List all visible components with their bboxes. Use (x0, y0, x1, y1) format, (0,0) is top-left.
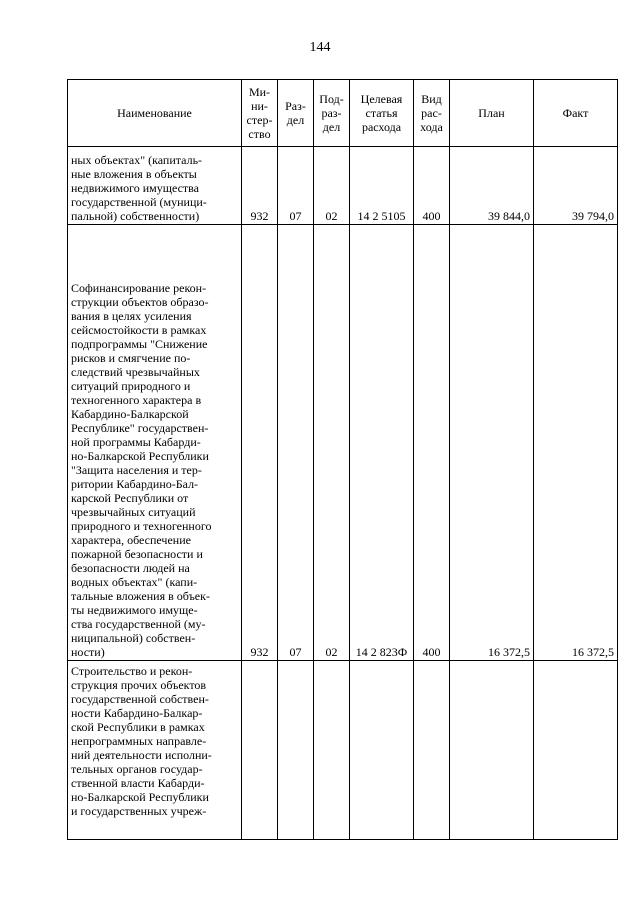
row-expense-type-cell: 400 (414, 147, 450, 225)
header-target-article: Целевая статья расхода (350, 80, 414, 147)
row-ministry-cell (242, 661, 278, 840)
table-row (68, 661, 618, 840)
row-subsection-cell (314, 661, 350, 840)
table-row (68, 225, 618, 661)
row-fact-cell (534, 661, 618, 840)
row-fact-cell: 16 372,5 (534, 225, 618, 661)
row-name-cell: Строительство и рекон- струкция прочих объектов государственной собствен- ности Кабардино-Балкар- ской Республики в рамках непрограммных направле- ний деятельности исполни- тельных органов государ- ственной власти Кабарди- но-Балкарской Республики и государственных учреж- (68, 661, 242, 840)
row-name-cell: ных объектах" (капиталь- ные вложения в объекты недвижимого имущества государственной (муници- пальной) собственности) (68, 147, 242, 225)
row-section-cell: 07 (278, 147, 314, 225)
header-expense-type: Вид рас- хода (414, 80, 450, 147)
page-number: 144 (309, 40, 331, 55)
row-ministry-cell: 932 (242, 225, 278, 661)
row-target-article-cell: 14 2 5105 (350, 147, 414, 225)
table-header-row (68, 80, 618, 147)
row-plan-cell (450, 661, 534, 840)
row-expense-type-cell: 400 (414, 225, 450, 661)
row-subsection-cell: 02 (314, 225, 350, 661)
row-expense-type-cell (414, 661, 450, 840)
row-name-cell: Софинансирование рекон- струкции объектов образо- вания в целях усиления сейсмостойкости в рамках подпрограммы "Снижение рисков и смягчение по- следствий чрезвычайных ситуаций природного и техногенного характера в Кабардино-Балкарской Республике" государствен- ной программы Кабарди- но-Балкарской Республики "Защита населения и тер- ритории Кабардино-Бал- карской Республики от чрезвычайных ситуаций природного и техногенного характера, обеспечение пожарной безопасности и безопасности людей на водных объектах" (капи- тальные вложения в объек- ты недвижимого имуще- ства государственной (му- ниципальной) собствен- ности) (68, 225, 242, 661)
header-plan: План (450, 80, 534, 147)
budget-table (67, 79, 618, 840)
header-subsection: Под- раз- дел (314, 80, 350, 147)
row-ministry-cell: 932 (242, 147, 278, 225)
row-fact-cell: 39 794,0 (534, 147, 618, 225)
row-target-article-cell: 14 2 823Ф (350, 225, 414, 661)
header-name: Наименование (68, 80, 242, 147)
header-section: Раз- дел (278, 80, 314, 147)
header-ministry: Ми- ни- стер- ство (242, 80, 278, 147)
row-subsection-cell: 02 (314, 147, 350, 225)
row-plan-cell: 16 372,5 (450, 225, 534, 661)
table-row (68, 147, 618, 225)
row-plan-cell: 39 844,0 (450, 147, 534, 225)
header-fact: Факт (534, 80, 618, 147)
row-target-article-cell (350, 661, 414, 840)
row-section-cell (278, 661, 314, 840)
row-section-cell: 07 (278, 225, 314, 661)
